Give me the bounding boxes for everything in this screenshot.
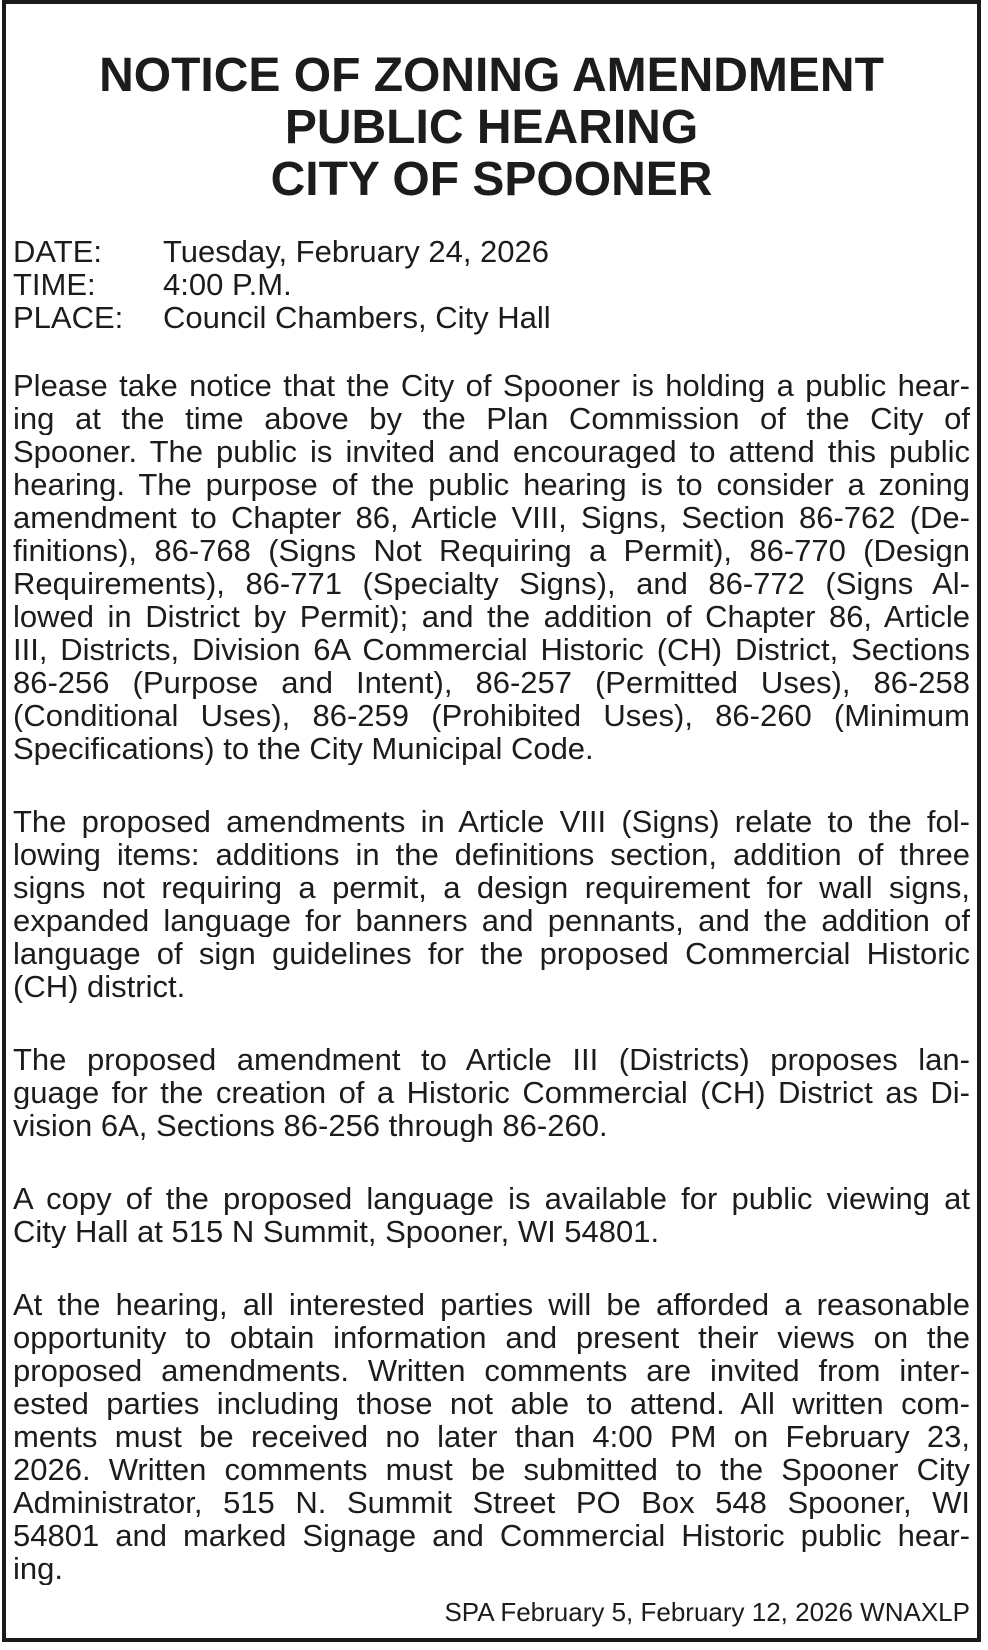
- legal-notice: [2, 0, 981, 1642]
- paragraph-line: ing.: [13, 1552, 63, 1585]
- paragraph-line: signs not requiring a permit, a design requirement for wall signs,: [13, 871, 970, 904]
- paragraph-line: A copy of the proposed language is available for public viewing at: [13, 1182, 970, 1215]
- paragraph-line: III, Districts, Division 6A Commercial Historic (CH) District, Sections: [13, 633, 970, 666]
- paragraph-line: lowed in District by Permit); and the addition of Chapter 86, Article: [13, 600, 970, 633]
- publication-line: SPA February 5, February 12, 2026 WNAXLP: [444, 1597, 970, 1627]
- time-label: TIME:: [13, 267, 96, 302]
- paragraph-line: ments must be received no later than 4:00 PM on February 23,: [13, 1420, 970, 1453]
- paragraph-line: At the hearing, all interested parties will be afforded a reasonable: [13, 1288, 970, 1321]
- detail-row-time: [13, 268, 970, 301]
- paragraph-line: Requirements), 86-771 (Specialty Signs), and 86-772 (Signs Al-: [13, 567, 970, 600]
- paragraph-line: amendment to Chapter 86, Article VIII, Signs, Section 86-762 (De-: [13, 501, 970, 534]
- paragraph: [13, 1043, 970, 1142]
- paragraph-line: Please take notice that the City of Spooner is holding a public hear-: [13, 369, 970, 402]
- notice-title: [13, 50, 970, 206]
- paragraph-line: The proposed amendments in Article VIII (Signs) relate to the fol-: [13, 805, 970, 838]
- paragraph: [13, 1288, 970, 1585]
- paragraph-line: lowing items: additions in the definitions section, addition of three: [13, 838, 970, 871]
- paragraph-line: 54801 and marked Signage and Commercial Historic public hear-: [13, 1519, 970, 1552]
- hearing-details: [13, 235, 970, 334]
- paragraph-line: expanded language for banners and pennants, and the addition of: [13, 904, 970, 937]
- paragraph-line: opportunity to obtain information and present their views on the: [13, 1321, 970, 1354]
- date-label: DATE:: [13, 234, 102, 269]
- paragraph-line: Administrator, 515 N. Summit Street PO Box 548 Spooner, WI: [13, 1486, 970, 1519]
- paragraph-line: (CH) district.: [13, 970, 186, 1003]
- paragraph-line: hearing. The purpose of the public hearing is to consider a zoning: [13, 468, 970, 501]
- paragraph-line: guage for the creation of a Historic Commercial (CH) District as Di-: [13, 1076, 970, 1109]
- notice-title-line-3: CITY OF SPOONER: [270, 153, 713, 206]
- paragraph-line: The proposed amendment to Article III (Districts) proposes lan-: [13, 1043, 970, 1076]
- place-value: Council Chambers, City Hall: [163, 300, 551, 335]
- paragraph-line: ested parties including those not able to attend. All written com-: [13, 1387, 970, 1420]
- paragraph-line: Specifications) to the City Municipal Code.: [13, 732, 594, 765]
- paragraph-line: 86-256 (Purpose and Intent), 86-257 (Permitted Uses), 86-258: [13, 666, 970, 699]
- detail-row-date: [13, 235, 970, 268]
- paragraph-line: City Hall at 515 N Summit, Spooner, WI 54801.: [13, 1215, 660, 1248]
- paragraph-line: Spooner. The public is invited and encouraged to attend this public: [13, 435, 970, 468]
- paragraph-line: 2026. Written comments must be submitted to the Spooner City: [13, 1453, 970, 1486]
- paragraph-line: vision 6A, Sections 86-256 through 86-260.: [13, 1109, 608, 1142]
- place-label: PLACE:: [13, 300, 124, 335]
- paragraph-line: ing at the time above by the Plan Commission of the City of: [13, 402, 970, 435]
- paragraph-line: (Conditional Uses), 86-259 (Prohibited Uses), 86-260 (Minimum: [13, 699, 970, 732]
- notice-body: [13, 369, 970, 1585]
- paragraph: [13, 1182, 970, 1248]
- paragraph: [13, 805, 970, 1003]
- notice-title-line-2: PUBLIC HEARING: [284, 101, 699, 154]
- detail-row-place: [13, 301, 970, 334]
- paragraph-line: language of sign guidelines for the proposed Commercial Historic: [13, 937, 970, 970]
- paragraph: [13, 369, 970, 765]
- paragraph-line: finitions), 86-768 (Signs Not Requiring a Permit), 86-770 (Design: [13, 534, 970, 567]
- date-value: Tuesday, February 24, 2026: [163, 234, 550, 269]
- paragraph-line: proposed amendments. Written comments are invited from inter-: [13, 1354, 970, 1387]
- notice-title-line-1: NOTICE OF ZONING AMENDMENT: [99, 49, 884, 102]
- time-value: 4:00 P.M.: [163, 267, 292, 302]
